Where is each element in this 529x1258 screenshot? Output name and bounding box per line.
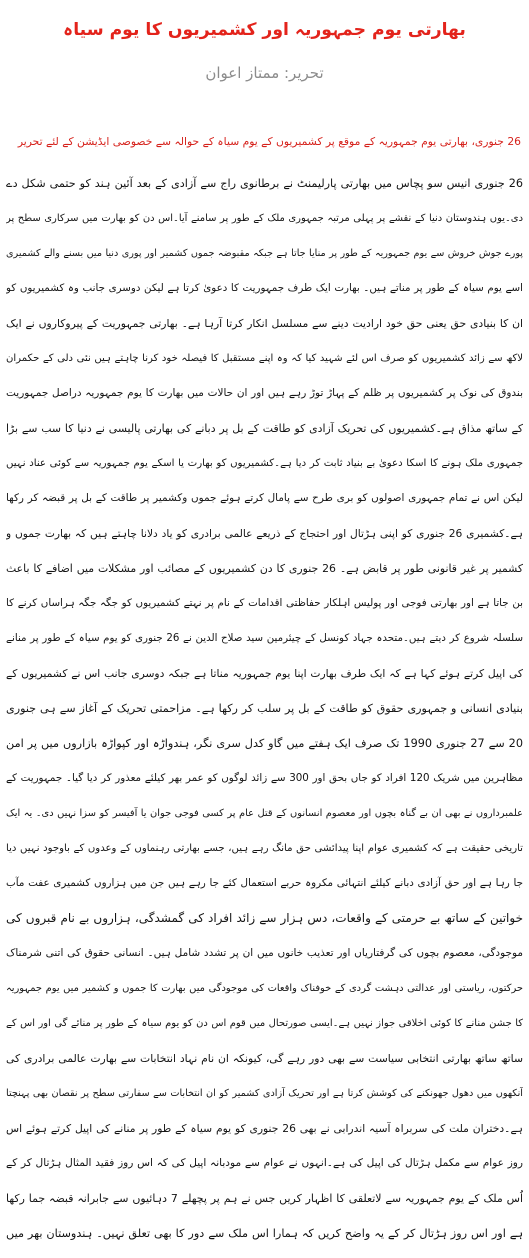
article-subtitle: 26 جنوری، بھارتی یوم جمہوریہ کے موقع پر کشمیریوں کے یوم سیاہ کے حوالہ سے خصوصی ایڈیشن کے لئے تحریر	[17, 135, 521, 148]
body-line: دی۔یوں ہندوستان دنیا کے نقشے پر پہلی مرتبہ جمہوری ملک کے طور پر سامنے آیا۔اس دن کو بھارت میں سرکاری سطح پر	[6, 213, 523, 224]
body-line: کشمیر پر غیر قانونی طور پر قابض ہے۔ 26 جنوری کا دن کشمیریوں کے مصائب اور مشکلات میں اضافے کا باعث	[6, 562, 523, 575]
body-line: موجودگی، معصوم بچوں کی گرفتاریاں اور تعذیب خانوں میں ان پر تشدد شامل ہیں۔ انسانی حقوق کی اتنی شرمناک	[6, 947, 523, 959]
body-line: کے ساتھ مذاق ہے۔کشمیریوں کی تحریک آزادی کو طاقت کے بل پر دبانے کی بھارتی پالیسی نے دنیا کا سب سے بڑا	[6, 422, 523, 435]
body-line: خواتین کے ساتھ بے حرمتی کے واقعات، دس ہزار سے زائد افراد کی گمشدگی، ہزاروں بے نام قبروں کی	[6, 911, 523, 925]
body-line: 20 سے 27 جنوری 1990 تک صرف ایک ہفتے میں گاو کدل سری نگر، ہندواڑہ اور کپواڑہ بازاروں میں پر امن	[6, 737, 523, 750]
body-line: کا جشن منانے کا کوئی اخلاقی جواز نہیں ہے۔ایسی صورتحال میں قوم اس دن کو یوم سیاہ کے طور پر منائے گی اور اس کے	[6, 1018, 523, 1029]
body-line: روز عوام سے مکمل ہڑتال کی اپیل کی ہے۔انہوں نے عوام سے مودبانہ اپیل کی کہ اس روز فقید المثال ہڑتال کر کے	[6, 1157, 523, 1169]
body-line: علمبرداروں نے بھی ان بے گناہ بچوں اور معصوم انسانوں کے قتل عام پر کسی فوجی جوان یا آفیسر کو سزا نہیں دی۔ یہ ایک	[6, 808, 523, 819]
body-line: تاریخی حقیقت ہے کہ کشمیری عوام اپنا پیدائشی حق مانگ رہے ہیں، جسے بھارتی رہنماوں کے وعدوں کے باوجود نہیں دیا	[6, 843, 523, 854]
body-line: جا رہا ہے اور حق آزادی دبانے کیلئے انتہائی مکروہ حربے استعمال کئے جا رہے ہیں جن میں ہزاروں کشمیری عفت مآب	[6, 877, 523, 889]
body-line: اُس ملک کے یوم جمہوریہ سے لاتعلقی کا اظہار کریں جس نے ہم پر پچھلے 7 دہائیوں سے جابرانہ قبضہ جما رکھا	[6, 1192, 523, 1205]
body-line: آنکھوں میں دھول جھونکنے کی کوشش کرتا ہے اور تحریک آزادی کشمیر کو ان انتخابات سے سفارتی سطح پر نقصان بھی پہنچتا	[6, 1088, 523, 1099]
body-line: حرکتوں، ریاستی اور عدالتی دہشت گردی کے خوفناک واقعات کی موجودگی میں بھارت کا جموں و کشمیر میں یوم جمہوریہ	[6, 983, 523, 994]
body-line: پورے جوش خروش سے یوم جمہوریہ کے طور پر منایا جاتا ہے جبکہ مقبوضہ جموں کشمیر اور پوری دنیا میں بسنے والے کشمیری	[6, 248, 523, 259]
body-line: بندوق کی نوک پر کشمیریوں پر ظلم کے پہاڑ توڑ رہے ہیں اور ان حالات میں بھارت کا یوم جمہوریہ دراصل جمہوریت	[6, 387, 523, 399]
body-line: مظاہرین میں شریک 120 افراد کو جاں بحق اور 300 سے زائد لوگوں کو عمر بھر کیلئے معذور کر دیا گیا۔ جمہوریت کے	[6, 772, 523, 784]
body-line: ان کا بنیادی حق یعنی حق خود ارادیت دینے سے مسلسل انکار کرتا آرہا ہے۔ بھارتی جمہوریت کے پیروکاروں نے ایک	[6, 317, 523, 330]
body-line: ہے۔دختران ملت کی سربراہ آسیہ اندرابی نے بھی 26 جنوری کو یوم سیاہ کے طور پر منانے کی اپیل کرتے ہوئے اس	[6, 1122, 523, 1135]
body-line: 26 جنوری انیس سو پچاس میں بھارتی پارلیمنٹ نے برطانوی راج سے آزادی کے بعد آئین ہند کو حتمی شکل دے	[6, 177, 523, 190]
article-title: بھارتی یوم جمہوریہ اور کشمیریوں کا یوم سیاہ	[63, 20, 466, 40]
body-line: لاکھ سے زائد کشمیریوں کو صرف اس لئے شہید کیا کہ وہ اپنے مستقبل کا فیصلہ خود کرنا چاہتے ہیں نئی دلی کے حکمران	[6, 353, 523, 364]
body-line: لیکن اس نے تمام جمہوری اصولوں کو بری طرح سے پامال کرتے ہوئے جموں وکشمیر پر طاقت کے بل پر قبضہ کر رکھا	[6, 492, 523, 504]
body-line: جمہوری ملک ہونے کا اسکا دعویٰ بے بنیاد ثابت کر دیا ہے۔کشمیریوں کو بھارت یا اسکے یوم جمہوریہ سے کوئی عناد نہیں	[6, 458, 523, 469]
article-byline: تحریر: ممتاز اعوان	[205, 64, 324, 82]
body-line: ساتھ ساتھ بھارتی انتخابی سیاست سے بھی دور رہے گی، کیونکہ ان نام نہاد انتخابات سے بھارت عالمی برادری کی	[6, 1052, 523, 1065]
body-line: بنیادی انسانی و جمہوری حقوق کو طاقت کے بل پر سلب کر رکھا ہے۔ مزاحمتی تحریک کے آغاز سے ہی جنوری	[6, 702, 523, 715]
body-line: کی اپیل کرتے ہوئے کہا ہے کہ ایک طرف بھارت اپنا یوم جمہوریہ مناتا ہے جبکہ دوسری جانب اس نے کشمیریوں کے	[6, 667, 523, 680]
article-body	[6, 166, 523, 1251]
body-line: اسے یوم سیاہ کے طور پر مناتے ہیں۔ بھارت ایک طرف جمہوریت کا دعویٰ کرتا ہے لیکن دوسری جانب وہ کشمیریوں کو	[6, 282, 523, 294]
body-line: ہے۔کشمیری 26 جنوری کو اپنی ہڑتال اور احتجاج کے ذریعے عالمی برادری کو یاد دلانا چاہتے ہیں کہ بھارت جموں و	[6, 527, 523, 540]
body-line: سلسلہ شروع کر دیتے ہیں۔متحدہ جہاد کونسل کے چیئرمین سید صلاح الدین نے 26 جنوری کو یوم سیاہ کے طور پر منانے	[6, 633, 523, 644]
body-line: بن جاتا ہے اور بھارتی فوجی اور پولیس اہلکار حفاظتی اقدامات کے نام پر نہتے کشمیریوں کو جگہ جگہ ہراساں کرنے کا	[6, 597, 523, 609]
body-line: ہے اور اس روز ہڑتال کر کے یہ واضح کریں کہ ہمارا اس ملک سے دور کا بھی تعلق نہیں۔ ہندوستان بھر میں	[6, 1227, 523, 1240]
